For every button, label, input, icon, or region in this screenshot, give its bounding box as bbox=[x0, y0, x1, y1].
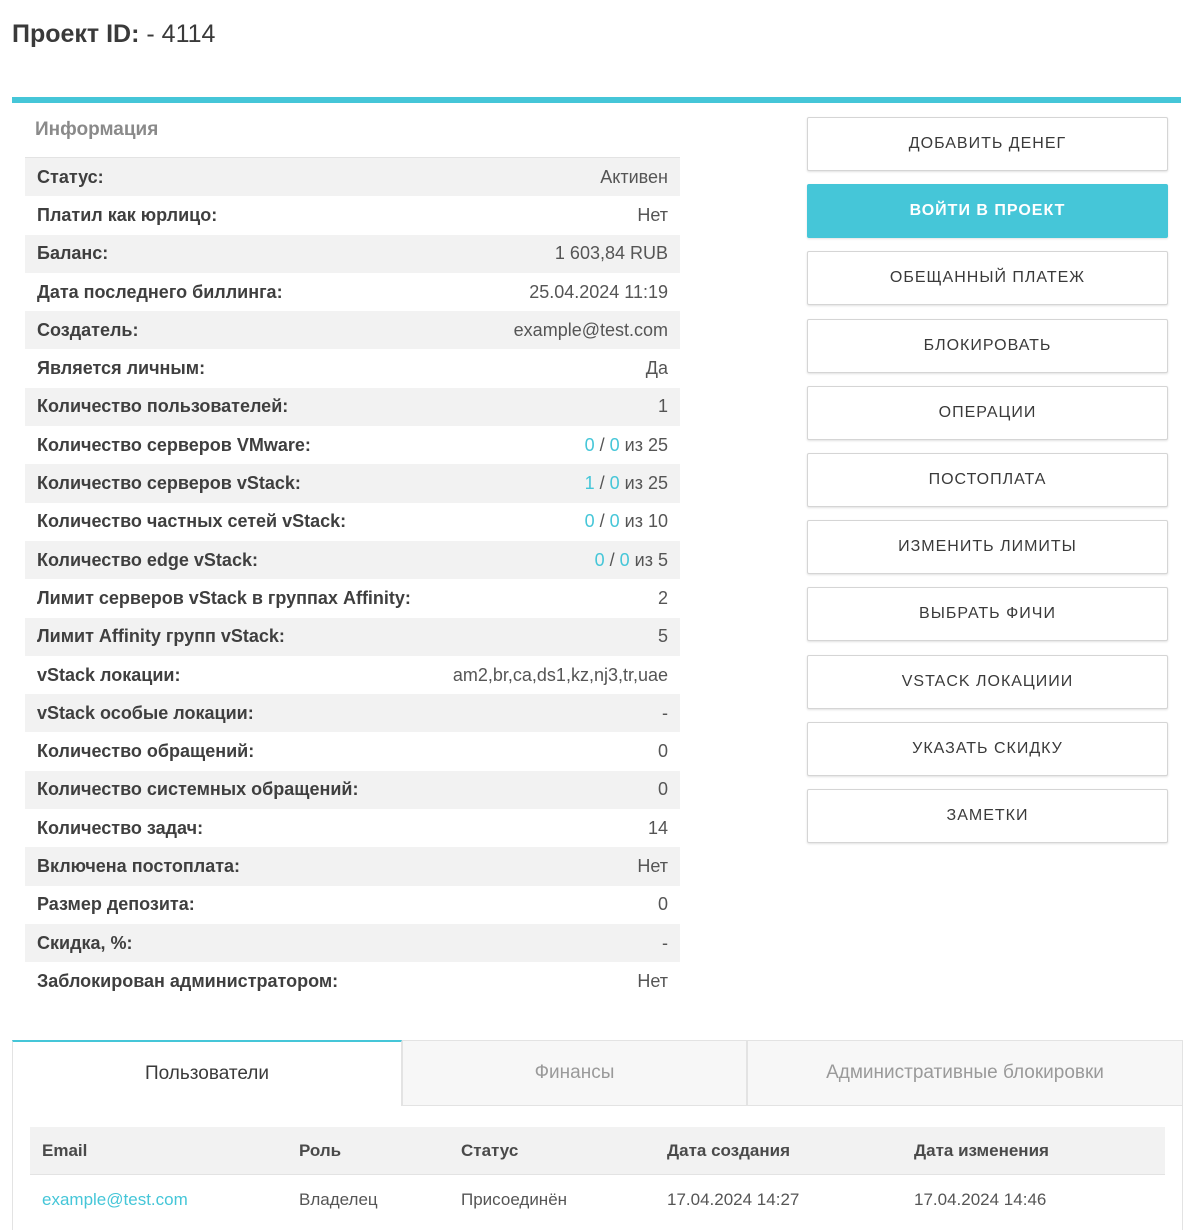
users-table-header bbox=[30, 1127, 1165, 1174]
info-row-postpay: Включена постоплата: Нет bbox=[25, 847, 680, 885]
edge-b-link[interactable]: 0 bbox=[619, 549, 630, 570]
vstack-servers-b-link[interactable]: 0 bbox=[609, 473, 620, 494]
col-updated-header: Дата изменения bbox=[914, 1140, 1049, 1160]
system-tickets-count-link[interactable]: 0 bbox=[657, 779, 668, 800]
info-section bbox=[25, 103, 680, 1001]
tab-users[interactable]: Пользователи bbox=[12, 1040, 402, 1106]
info-row-discount: Скидка, %: - bbox=[25, 924, 680, 962]
page-title-label: Проект ID: bbox=[12, 20, 140, 48]
table-row bbox=[30, 1174, 1165, 1224]
networks-b-link[interactable]: 0 bbox=[609, 511, 620, 532]
tabs-bar bbox=[12, 1040, 1183, 1106]
info-row-status: Статус: Активен bbox=[25, 158, 680, 196]
actions-column bbox=[807, 117, 1168, 856]
edge-a-link[interactable]: 0 bbox=[594, 549, 605, 570]
info-row-admin-blocked: Заблокирован администратором: Нет bbox=[37, 970, 668, 991]
info-row-personal: Является личным: Да bbox=[37, 358, 668, 379]
info-row-last-billing: Дата последнего биллинга: 25.04.2024 11:19 bbox=[37, 281, 668, 302]
info-row-balance: Баланс: 1 603,84 RUB bbox=[25, 235, 680, 273]
user-created-date: 17.04.2024 14:27 bbox=[667, 1189, 800, 1209]
info-row-edge: Количество edge vStack: 0 / 0 из 5 bbox=[25, 541, 680, 579]
info-row-tasks: Количество задач: 14 bbox=[37, 817, 668, 838]
info-row-special-locations: vStack особые локации: - bbox=[25, 694, 680, 732]
change-limits-button[interactable]: ИЗМЕНИТЬ ЛИМИТЫ bbox=[807, 520, 1168, 574]
info-row-vstack-servers: Количество серверов vStack: 1 / 0 из 25 bbox=[25, 464, 680, 502]
set-discount-button[interactable]: УКАЗАТЬ СКИДКУ bbox=[807, 722, 1168, 776]
users-tab-content bbox=[12, 1105, 1183, 1230]
info-row-users-count: Количество пользователей: 1 bbox=[25, 388, 680, 426]
vmware-servers-a-link[interactable]: 0 bbox=[584, 434, 595, 455]
info-row-tickets: Количество обращений: 0 bbox=[37, 741, 668, 762]
col-status-header: Статус bbox=[461, 1140, 519, 1160]
info-row-vmware-servers: Количество серверов VMware: 0 / 0 из 25 bbox=[37, 434, 668, 455]
tab-finances[interactable]: Финансы bbox=[402, 1040, 747, 1106]
user-email-link[interactable]: example@test.com bbox=[42, 1189, 188, 1209]
info-row-affinity-group-limit: Лимит Affinity групп vStack: 5 bbox=[25, 618, 680, 656]
col-role-header: Роль bbox=[299, 1140, 342, 1160]
user-updated-date: 17.04.2024 14:46 bbox=[914, 1189, 1047, 1209]
postpay-button[interactable]: ПОСТОПЛАТА bbox=[807, 453, 1168, 507]
networks-a-link[interactable]: 0 bbox=[584, 511, 595, 532]
info-row-deposit: Размер депозита: 0 bbox=[37, 894, 668, 915]
info-table bbox=[25, 158, 680, 1001]
info-title: Информация bbox=[25, 103, 680, 158]
users-table bbox=[30, 1127, 1165, 1224]
tickets-count-link[interactable]: 0 bbox=[657, 741, 668, 762]
vmware-servers-b-link[interactable]: 0 bbox=[609, 434, 620, 455]
select-features-button[interactable]: ВЫБРАТЬ ФИЧИ bbox=[807, 587, 1168, 641]
creator-email-link[interactable]: example@test.com bbox=[513, 319, 668, 340]
col-created-header: Дата создания bbox=[667, 1140, 791, 1160]
user-role: Владелец bbox=[299, 1189, 378, 1209]
vstack-servers-a-link[interactable]: 1 bbox=[584, 473, 595, 494]
notes-button[interactable]: ЗАМЕТКИ bbox=[807, 789, 1168, 843]
add-money-button[interactable]: ДОБАВИТЬ ДЕНЕГ bbox=[807, 117, 1168, 171]
info-row-affinity-server-limit: Лимит серверов vStack в группах Affinity: 2 bbox=[37, 587, 668, 608]
col-email-header: Email bbox=[42, 1140, 88, 1160]
info-row-private-networks: Количество частных сетей vStack: 0 / 0 из 10 bbox=[37, 511, 668, 532]
page-title bbox=[12, 20, 215, 49]
block-button[interactable]: БЛОКИРОВАТЬ bbox=[807, 319, 1168, 373]
info-row-creator: Создатель: example@test.com bbox=[25, 311, 680, 349]
tab-admin-blocks[interactable]: Административные блокировки bbox=[747, 1040, 1183, 1106]
project-panel bbox=[12, 97, 1181, 1027]
enter-project-button[interactable]: ВОЙТИ В ПРОЕКТ bbox=[807, 184, 1168, 238]
info-row-legal-entity: Платил как юрлицо: Нет bbox=[37, 204, 668, 225]
user-status: Присоединён bbox=[461, 1189, 568, 1209]
promised-payment-button[interactable]: ОБЕЩАННЫЙ ПЛАТЕЖ bbox=[807, 251, 1168, 305]
info-row-system-tickets: Количество системных обращений: 0 bbox=[25, 771, 680, 809]
project-id-value: - 4114 bbox=[146, 20, 216, 48]
operations-button[interactable]: ОПЕРАЦИИ bbox=[807, 386, 1168, 440]
tasks-count-link[interactable]: 14 bbox=[647, 817, 668, 838]
info-row-locations: vStack локации: am2,br,ca,ds1,kz,nj3,tr,uae bbox=[37, 664, 668, 685]
vstack-locations-button[interactable]: VSTACK ЛОКАЦИИИ bbox=[807, 655, 1168, 709]
